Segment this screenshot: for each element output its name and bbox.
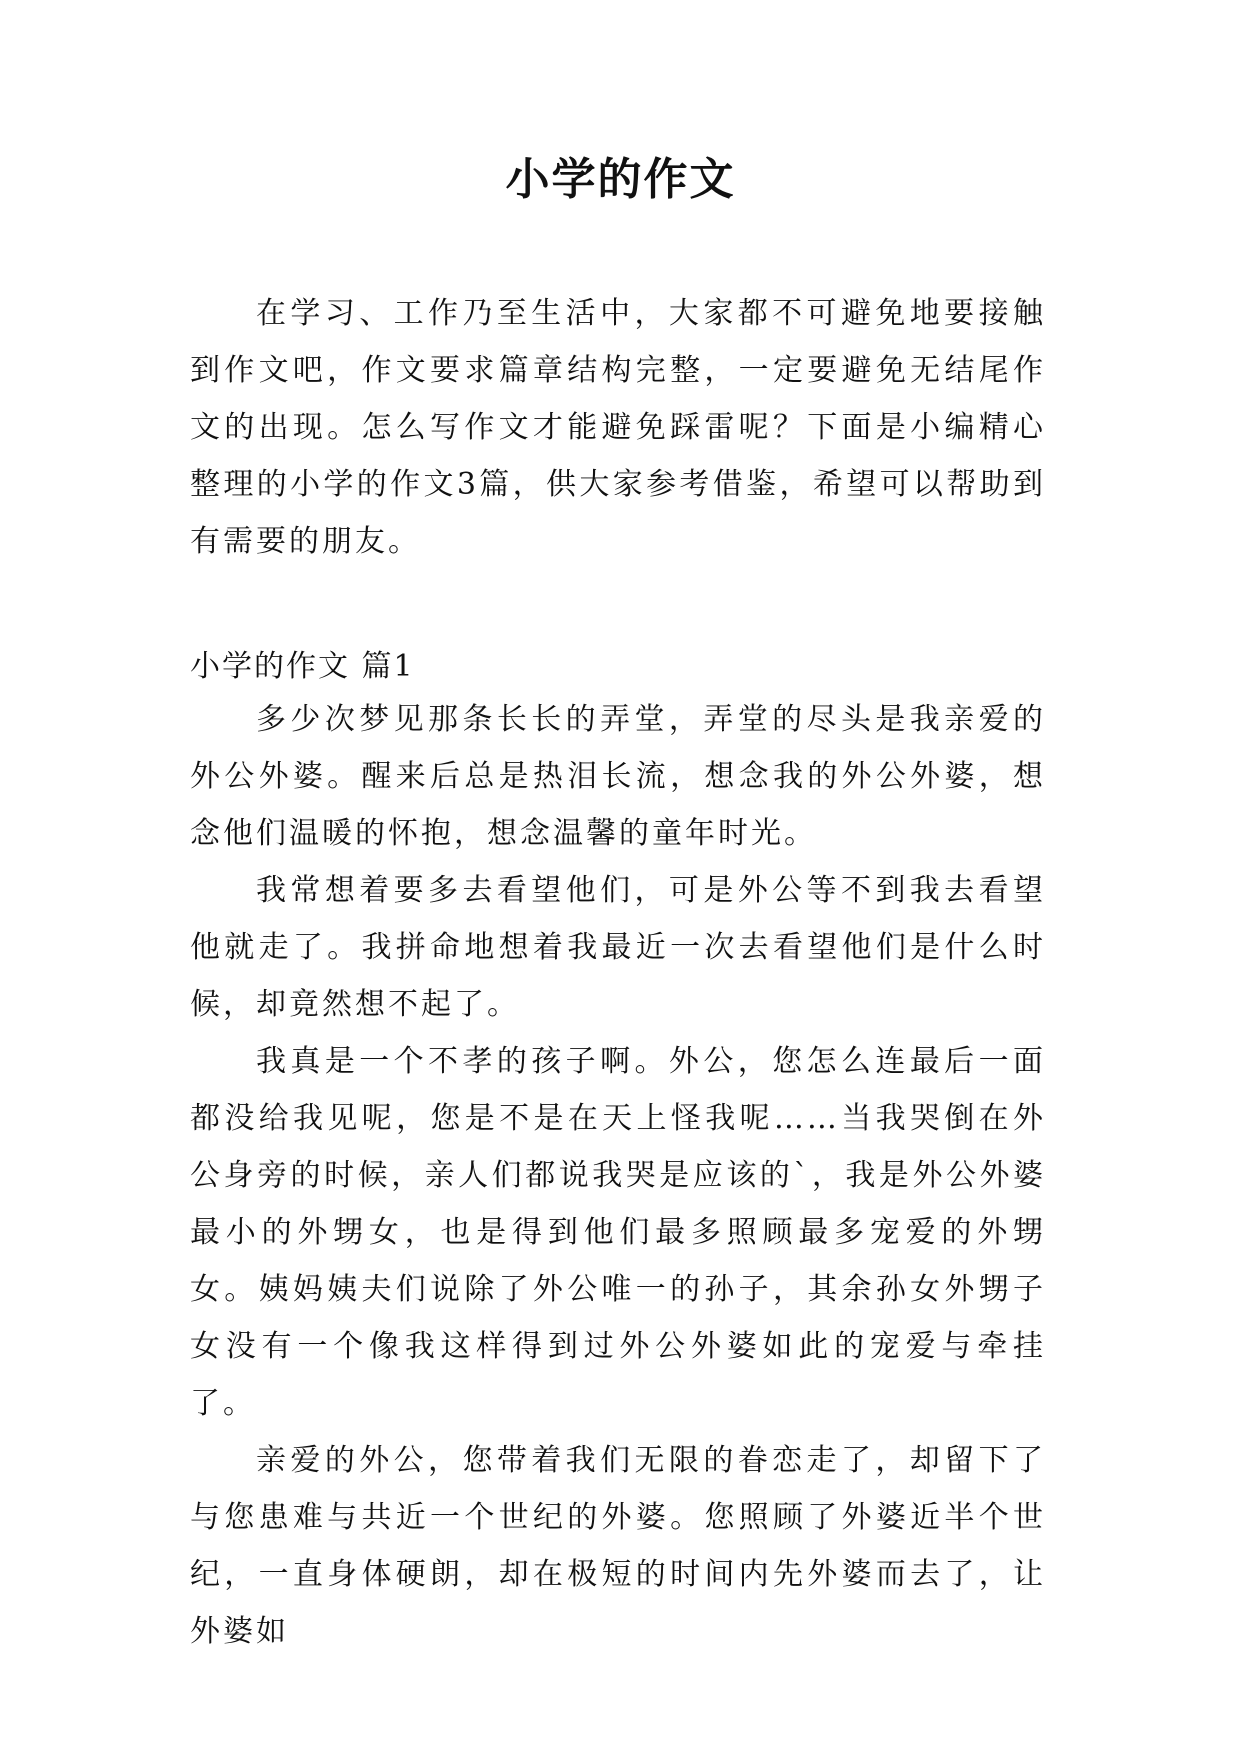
essay-paragraph: 我真是一个不孝的孩子啊。外公，您怎么连最后一面都没给我见呢，您是不是在天上怪我呢……当我哭倒在外公身旁的时候，亲人们都说我哭是应该的`，我是外公外婆最小的外甥女，也是得到他们最多照顾最多宠爱的外甥女。姨妈姨夫们说除了外公唯一的孙子，其余孙女外甥子女没有一个像我这样得到过外公外婆如此的宠爱与牵挂了。 [190, 1044, 1046, 1421]
essay-paragraph: 亲爱的外公，您带着我们无限的眷恋走了，却留下了与您患难与共近一个世纪的外婆。您照顾了外婆近半个世纪，一直身体硬朗，却在极短的时间内先外婆而去了，让外婆如 [190, 1443, 1046, 1649]
section-heading: 小学的作文 篇1 [190, 649, 415, 684]
essay-paragraph: 我常想着要多去看望他们，可是外公等不到我去看望他就走了。我拼命地想着我最近一次去看望他们是什么时候，却竟然想不起了。 [190, 873, 1046, 1022]
essay-paragraph: 多少次梦见那条长长的弄堂，弄堂的尽头是我亲爱的外公外婆。醒来后总是热泪长流，想念我的外公外婆，想念他们温暖的怀抱，想念温馨的童年时光。 [190, 702, 1046, 851]
intro-paragraph: 在学习、工作乃至生活中，大家都不可避免地要接触到作文吧，作文要求篇章结构完整，一定要避免无结尾作文的出现。怎么写作文才能避免踩雷呢？下面是小编精心整理的小学的作文3篇，供大家参考借鉴，希望可以帮助到有需要的朋友。 [190, 296, 1046, 559]
document-title: 小学的作文 [505, 154, 736, 205]
essay-body [190, 691, 1046, 1660]
intro-paragraph-block [190, 285, 1046, 570]
